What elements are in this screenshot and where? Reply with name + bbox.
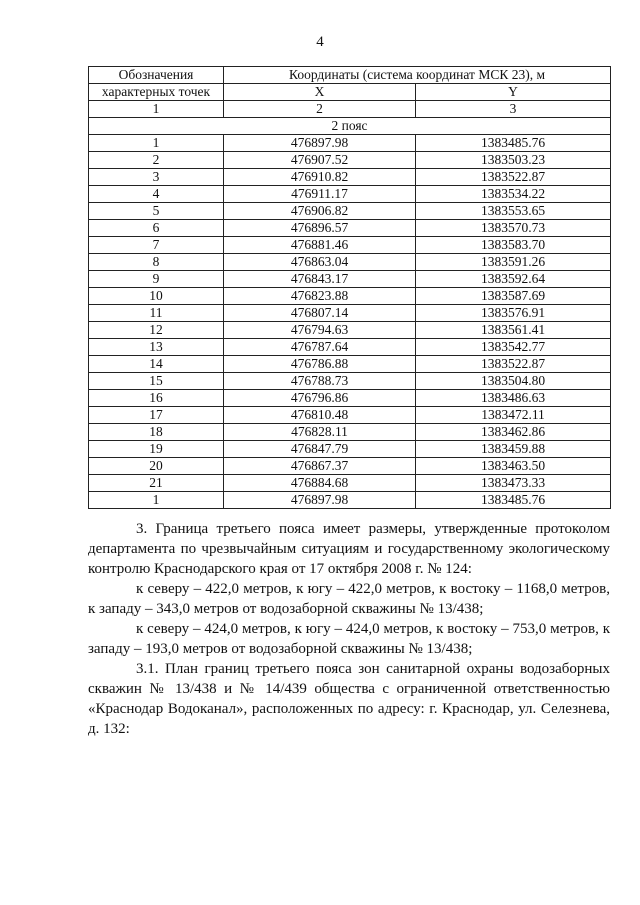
x-coordinate-cell: 476863.04 (224, 254, 416, 271)
point-cell: 3 (89, 169, 224, 186)
y-coordinate-cell: 1383592.64 (416, 271, 611, 288)
point-cell: 12 (89, 322, 224, 339)
table-row (89, 254, 611, 271)
y-coordinate-cell: 1383522.87 (416, 356, 611, 373)
x-coordinate-cell: 476847.79 (224, 441, 416, 458)
column-number-1: 1 (89, 101, 224, 118)
y-coordinate-cell: 1383462.86 (416, 424, 611, 441)
paragraph-3-1: 3.1. План границ третьего пояса зон санитарной охраны водозаборных скважин № 13/438 и № 14/439 общества с ограниченной ответственностью «Краснодар Водоканал», расположенных по адресу: г. Краснодар, ул. Селезнева, д. 132: (88, 661, 610, 737)
x-coordinate-cell: 476884.68 (224, 475, 416, 492)
header-point-designation-line1: Обозначения (89, 67, 224, 84)
point-cell: 16 (89, 390, 224, 407)
point-cell: 2 (89, 152, 224, 169)
paragraph-3-distances-well-13-a: к северу – 422,0 метров, к югу – 422,0 метров, к востоку – 1168,0 метров, к западу – 343,0 метров от водозаборной скважины № 13/438; (88, 581, 610, 617)
header-y: Y (416, 84, 611, 101)
y-coordinate-cell: 1383570.73 (416, 220, 611, 237)
point-cell: 5 (89, 203, 224, 220)
column-number-2: 2 (224, 101, 416, 118)
table-row (89, 305, 611, 322)
zone-row (89, 118, 611, 135)
table-row (89, 152, 611, 169)
y-coordinate-cell: 1383591.26 (416, 254, 611, 271)
point-cell: 8 (89, 254, 224, 271)
point-cell: 4 (89, 186, 224, 203)
y-coordinate-cell: 1383534.22 (416, 186, 611, 203)
section-3 (88, 519, 610, 659)
x-coordinate-cell: 476796.86 (224, 390, 416, 407)
table-row (89, 220, 611, 237)
point-cell: 9 (89, 271, 224, 288)
table-row (89, 271, 611, 288)
x-coordinate-cell: 476788.73 (224, 373, 416, 390)
point-cell: 20 (89, 458, 224, 475)
x-coordinate-cell: 476906.82 (224, 203, 416, 220)
table-row (89, 322, 611, 339)
table-row (89, 356, 611, 373)
x-coordinate-cell: 476786.88 (224, 356, 416, 373)
table-row (89, 407, 611, 424)
x-coordinate-cell: 476911.17 (224, 186, 416, 203)
x-coordinate-cell: 476823.88 (224, 288, 416, 305)
header-row-2 (89, 84, 611, 101)
x-coordinate-cell: 476787.64 (224, 339, 416, 356)
x-coordinate-cell: 476810.48 (224, 407, 416, 424)
y-coordinate-cell: 1383485.76 (416, 492, 611, 509)
x-coordinate-cell: 476881.46 (224, 237, 416, 254)
section-3-1 (88, 659, 610, 739)
table-row (89, 373, 611, 390)
point-cell: 21 (89, 475, 224, 492)
x-coordinate-cell: 476910.82 (224, 169, 416, 186)
table-row (89, 169, 611, 186)
point-cell: 6 (89, 220, 224, 237)
header-coordinates: Координаты (система координат МСК 23), м (224, 67, 611, 84)
table-row (89, 237, 611, 254)
point-cell: 19 (89, 441, 224, 458)
coordinates-table-body (89, 67, 611, 509)
point-cell: 10 (89, 288, 224, 305)
table-row (89, 492, 611, 509)
table-row (89, 390, 611, 407)
paragraph-3-distances-well-13-b: к северу – 424,0 метров, к югу – 424,0 метров, к востоку – 753,0 метров, к западу – 193,0 метров от водозаборной скважины № 13/438; (88, 621, 610, 657)
table-row (89, 475, 611, 492)
paragraph-3-intro: 3. Граница третьего пояса имеет размеры, утвержденные протоколом департамента по чрезвычайным ситуациям и государственному экологическому контролю Краснодарского края от 17 октября 2008 г. № 124: (88, 521, 610, 577)
table-row (89, 339, 611, 356)
x-coordinate-cell: 476897.98 (224, 135, 416, 152)
y-coordinate-cell: 1383459.88 (416, 441, 611, 458)
y-coordinate-cell: 1383472.11 (416, 407, 611, 424)
coordinates-table (88, 66, 611, 509)
y-coordinate-cell: 1383504.80 (416, 373, 611, 390)
point-cell: 15 (89, 373, 224, 390)
x-coordinate-cell: 476843.17 (224, 271, 416, 288)
point-cell: 1 (89, 135, 224, 152)
y-coordinate-cell: 1383463.50 (416, 458, 611, 475)
column-number-3: 3 (416, 101, 611, 118)
y-coordinate-cell: 1383561.41 (416, 322, 611, 339)
header-row-1 (89, 67, 611, 84)
y-coordinate-cell: 1383542.77 (416, 339, 611, 356)
table-row (89, 186, 611, 203)
point-cell: 1 (89, 492, 224, 509)
zone-label: 2 пояс (89, 118, 611, 135)
point-cell: 17 (89, 407, 224, 424)
point-cell: 14 (89, 356, 224, 373)
x-coordinate-cell: 476807.14 (224, 305, 416, 322)
x-coordinate-cell: 476896.57 (224, 220, 416, 237)
header-column-numbers (89, 101, 611, 118)
y-coordinate-cell: 1383576.91 (416, 305, 611, 322)
y-coordinate-cell: 1383473.33 (416, 475, 611, 492)
table-row (89, 203, 611, 220)
y-coordinate-cell: 1383553.65 (416, 203, 611, 220)
table-row (89, 441, 611, 458)
x-coordinate-cell: 476897.98 (224, 492, 416, 509)
y-coordinate-cell: 1383503.23 (416, 152, 611, 169)
x-coordinate-cell: 476828.11 (224, 424, 416, 441)
table-row (89, 288, 611, 305)
point-cell: 11 (89, 305, 224, 322)
point-cell: 13 (89, 339, 224, 356)
x-coordinate-cell: 476794.63 (224, 322, 416, 339)
y-coordinate-cell: 1383522.87 (416, 169, 611, 186)
x-coordinate-cell: 476867.37 (224, 458, 416, 475)
y-coordinate-cell: 1383485.76 (416, 135, 611, 152)
page-number: 4 (316, 34, 324, 50)
y-coordinate-cell: 1383486.63 (416, 390, 611, 407)
x-coordinate-cell: 476907.52 (224, 152, 416, 169)
table-row (89, 424, 611, 441)
table-row (89, 135, 611, 152)
header-point-designation-line2: характерных точек (89, 84, 224, 101)
table-row (89, 458, 611, 475)
point-cell: 18 (89, 424, 224, 441)
point-cell: 7 (89, 237, 224, 254)
header-x: X (224, 84, 416, 101)
y-coordinate-cell: 1383583.70 (416, 237, 611, 254)
y-coordinate-cell: 1383587.69 (416, 288, 611, 305)
